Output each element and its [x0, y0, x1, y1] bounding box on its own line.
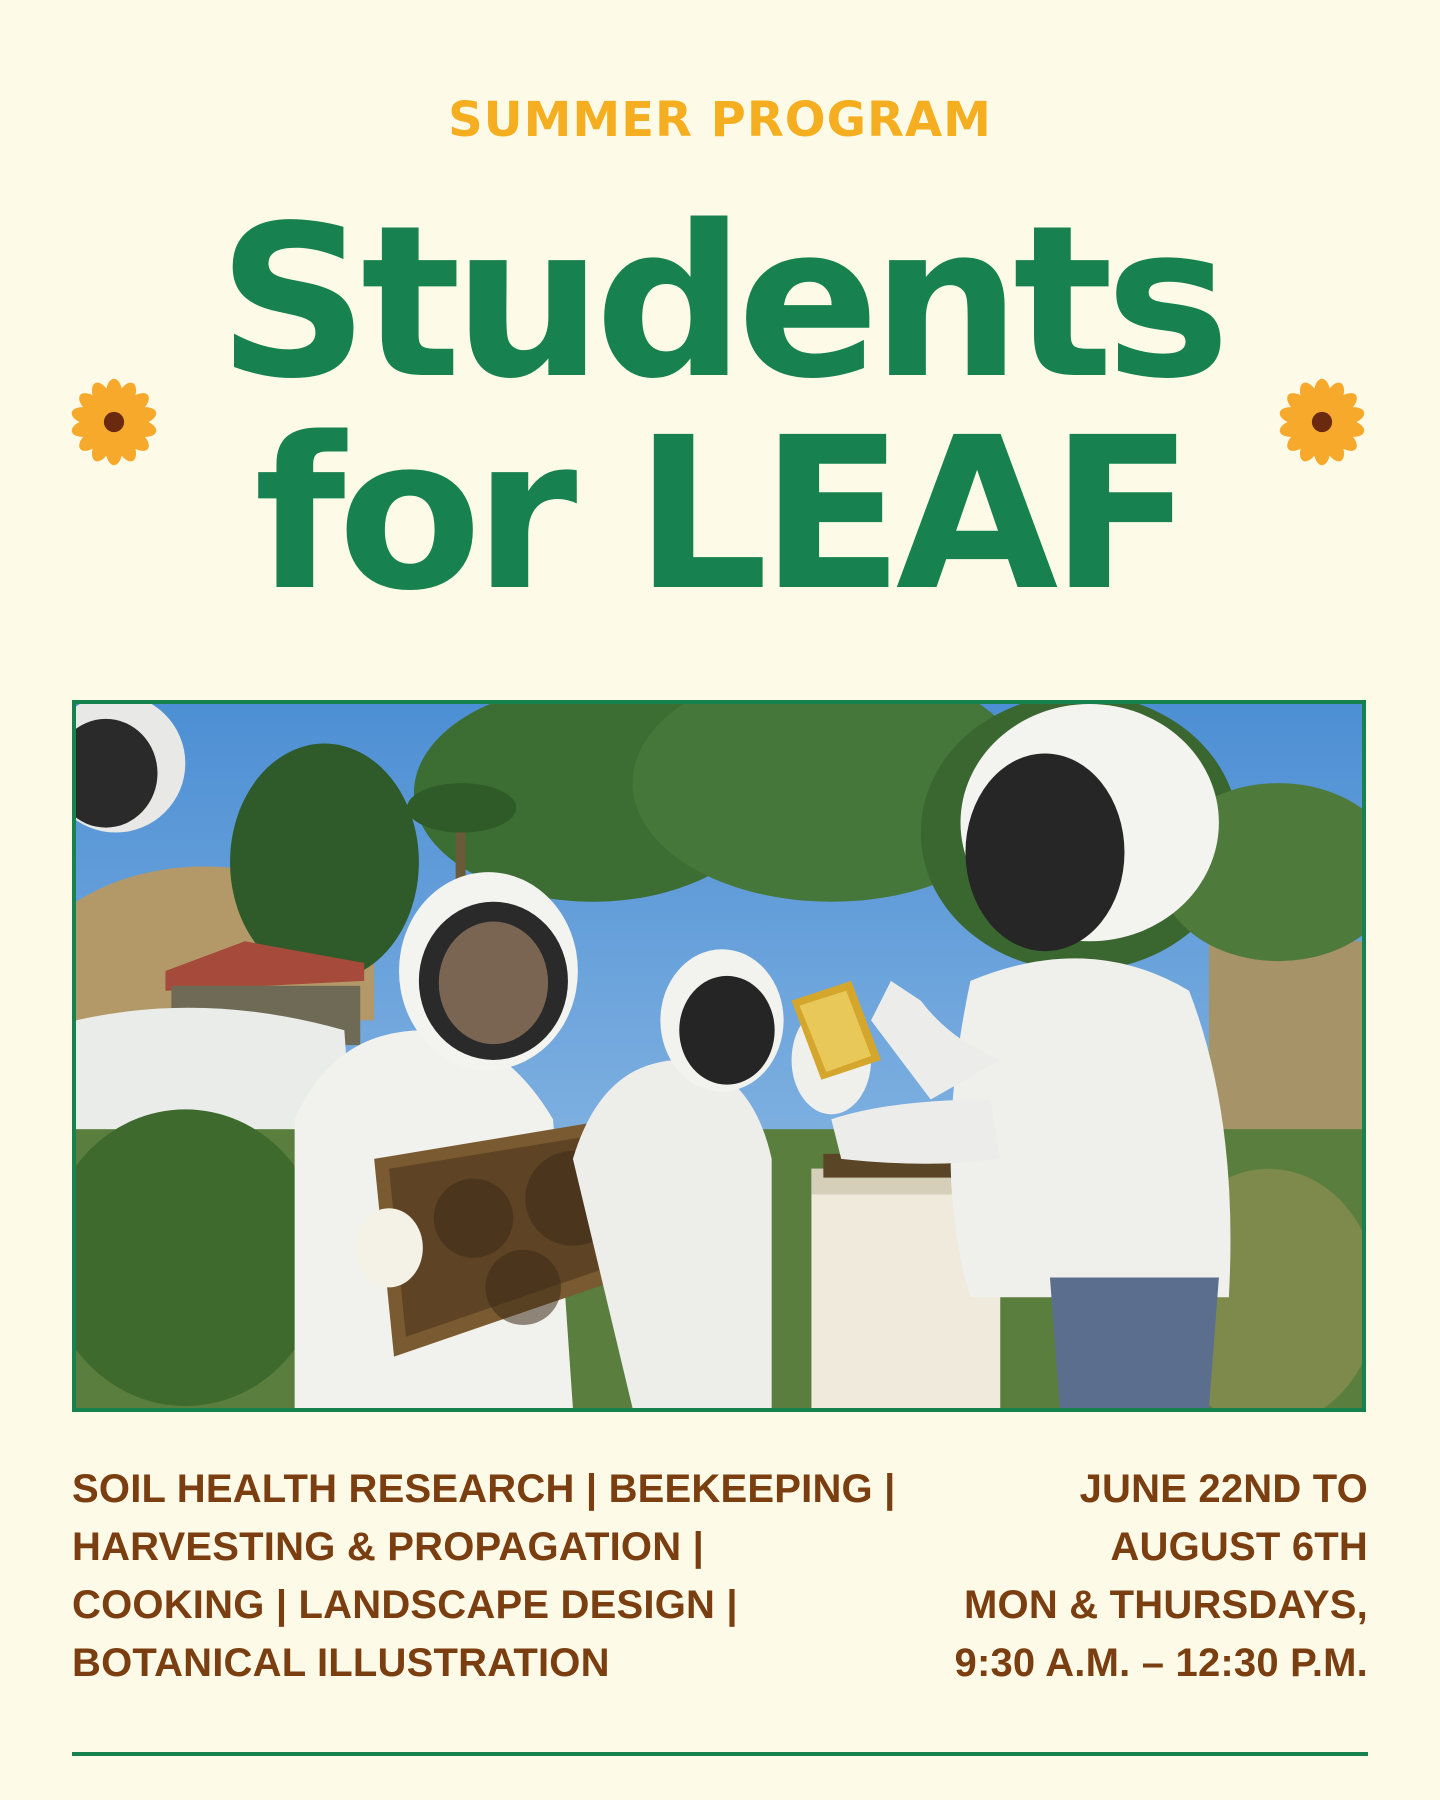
sunflower-icon: [68, 376, 160, 468]
topics-line: HARVESTING & PROPAGATION |: [72, 1525, 704, 1569]
bottom-divider: [72, 1752, 1368, 1756]
title-line-1: Students: [217, 180, 1223, 425]
topics-line: BOTANICAL ILLUSTRATION: [72, 1641, 610, 1685]
program-eyebrow: SUMMER PROGRAM: [448, 92, 992, 148]
topics-line: COOKING | LANDSCAPE DESIGN |: [72, 1583, 738, 1627]
program-schedule: [880, 1460, 1368, 1692]
title-line-2: for LEAF: [254, 392, 1186, 637]
schedule-line: 9:30 A.M. – 12:30 P.M.: [954, 1641, 1368, 1685]
schedule-line: JUNE 22ND TO: [1079, 1467, 1368, 1511]
beekeeping-photo: [72, 700, 1366, 1412]
beekeeping-scene: [76, 704, 1362, 1408]
program-topics: [72, 1460, 932, 1692]
sunflower-icon: [1276, 376, 1368, 468]
schedule-line: MON & THURSDAYS,: [964, 1583, 1368, 1627]
topics-line: SOIL HEALTH RESEARCH | BEEKEEPING |: [72, 1467, 896, 1511]
schedule-line: AUGUST 6TH: [1110, 1525, 1368, 1569]
